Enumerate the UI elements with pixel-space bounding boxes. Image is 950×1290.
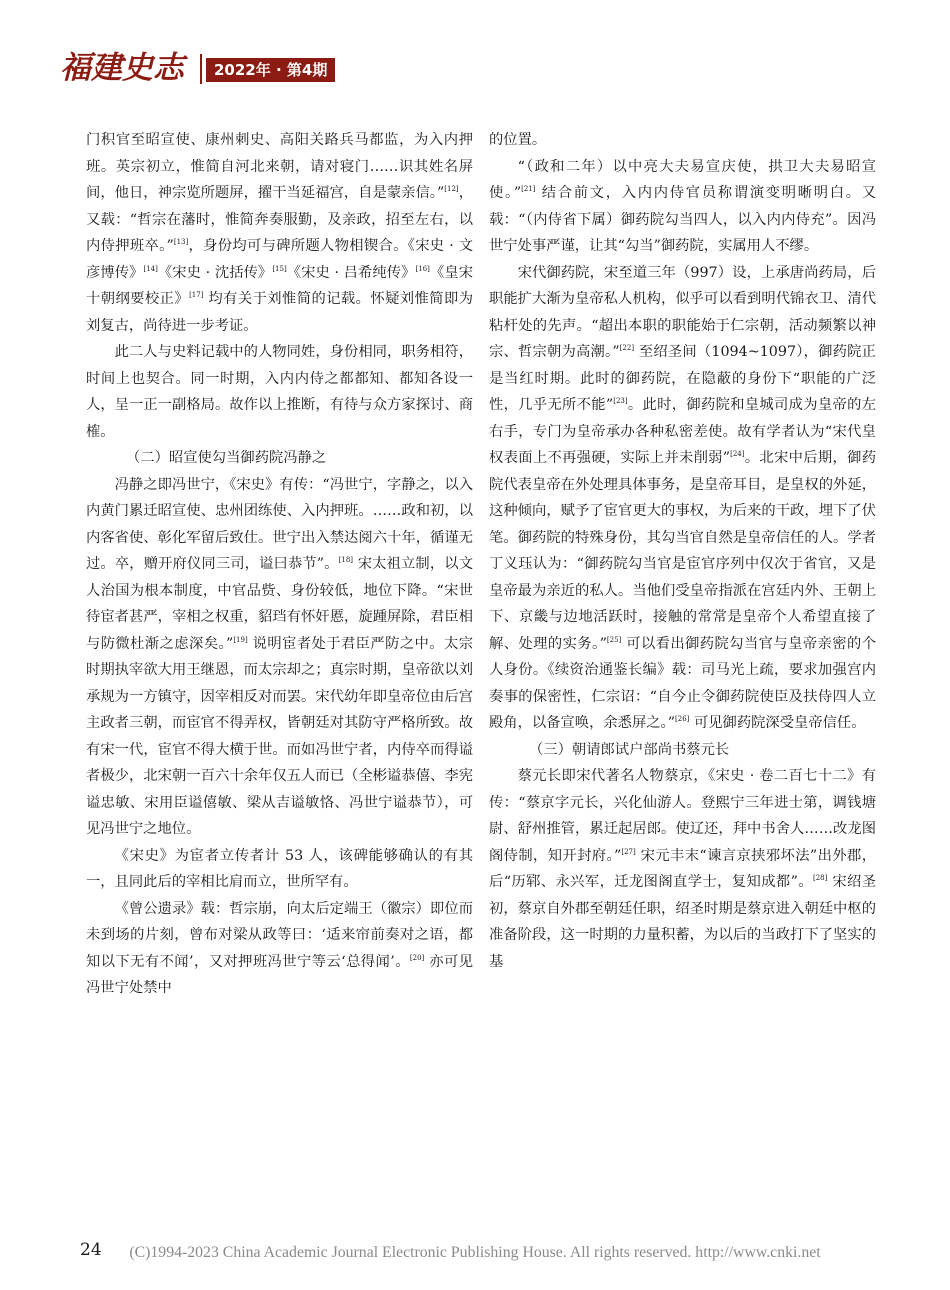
left-column [86, 127, 473, 1002]
text-run: 冯静之即冯世宁，《宋史》有传：“冯世宁，字静之，以入内黄门累迁昭宣使、忠州团练使、入内押班。……政和初，以内客省使、彰化军留后致仕。世宁出入禁达阅六十年，循谨无过。卒，赠开府仪同三司，谥曰恭节”。 [86, 476, 473, 572]
paragraph [86, 472, 473, 843]
text-run: 《宋史 · 沈括传》 [157, 264, 273, 281]
text-run: 结合前文，入内内侍官员称谓演变明晰明白。又载：“（内侍省下属）御药院勾当四人，以入内内侍充”。因冯世宁处事严谨，让其“勾当”御药院，实属用人不缪。 [489, 185, 876, 254]
text-run: 《皇宋十朝纲要校正》 [86, 264, 474, 307]
citation-ref: [16] [415, 264, 430, 273]
text-run: 。此时，御药院和皇城司成为皇帝的左右手，专门为皇帝承办各种私密差使。故有学者认为“宋代皇权表面上不再强硬，实际上并未削弱” [489, 397, 877, 466]
section-heading: （三）朝请郎试户部尚书蔡元长 [529, 741, 730, 758]
text-run: 门积官至昭宣使、康州刺史、高阳关路兵马都监，为入内押班。英宗初立，惟简自河北来朝，请对寝门……识其姓名屏间，他日，神宗览所题屏，擢干当延福宫，自是蒙亲信。” [86, 132, 473, 201]
text-run: ，身份均可与碑所题人物相锲合。《宋史 · 文彦博传》 [86, 238, 473, 281]
text-run: 《曾公遗录》载：哲宗崩，向太后定端王（徽宗）即位而未到场的片刻，曾布对梁从政等曰：‘适来帘前奏对之语，都知以下无有不闻’，又对押班冯世宁等云‘总得闻’。 [86, 900, 473, 970]
text-run: 宋太祖立制，以文人治国为根本制度，中官品赀、身份较低，地位下降。“宋世待宦者甚严，宰相之权重，貂珰有怀奸慝，旋踵屏除，君臣相与防微杜渐之虑深矣。” [86, 556, 473, 652]
paragraph [489, 763, 876, 975]
citation-ref: [22] [619, 344, 635, 352]
text-run: 可见御药院深受皇帝信任。 [689, 715, 866, 731]
citation-ref: [25] [606, 635, 622, 644]
citation-ref: [15] [272, 264, 287, 273]
paragraph [489, 154, 876, 260]
citation-ref: [28] [813, 874, 828, 882]
text-run: 《宋史 · 吕希纯传》 [286, 264, 416, 281]
text-run: ，又载：“哲宗在藩时，惟简奔奏服勤，及亲政，招至左右，以内侍押班卒。” [86, 185, 473, 254]
text-run: 的位置。 [489, 132, 547, 148]
masthead-divider [200, 54, 202, 84]
citation-ref: [26] [675, 715, 690, 723]
text-run: 《宋史》为宦者立传者计 53 人，该碑能够确认的有其一，且同此后的宰相比肩而立，世所罕有。 [86, 847, 473, 890]
paragraph [86, 843, 473, 896]
paragraph [489, 260, 876, 737]
citation-ref: [13] [173, 238, 189, 246]
citation-ref: [27] [621, 847, 636, 856]
citation-ref: [17] [189, 291, 204, 299]
citation-ref: [20] [409, 953, 425, 962]
masthead [60, 50, 920, 86]
paragraph [489, 127, 876, 154]
text-run: 均有关于刘惟简的记载。怀疑刘惟简即为刘复古，尚待进一步考证。 [86, 291, 473, 334]
issue-label: 2022年 · 第4期 [206, 58, 335, 82]
copyright-notice: (C)1994-2023 China Academic Journal Electronic Publishing House. All rights reserved. http://www.cnki.net [129, 1244, 821, 1261]
citation-ref: [18] [338, 556, 354, 564]
section-heading: （二）昭宣使勾当御药院冯静之 [126, 450, 327, 466]
text-run: 亦可见冯世宁处禁中 [86, 953, 473, 996]
text-run: 可以看出御药院勾当官与皇帝亲密的个人身份。《续资治通鉴长编》载：司马光上疏，要求加强宫内奏事的保密性，仁宗诏：“自今止令御药院使臣及扶侍四人立殿角，以备宣唤，余悉屏之。” [489, 635, 876, 731]
citation-ref: [14] [143, 264, 158, 273]
text-run: 至绍圣间（1094~1097），御药院正是当红时期。此时的御药院，在隐蔽的身份下“职能的广泛性，几乎无所不能” [489, 344, 876, 413]
text-run: 此二人与史料记载中的人物同姓，身份相同，职务相符，时间上也契合。同一时期，入内内侍之都都知、都知各设一人，呈一正一副格局。故作以上推断，有待与众方家探讨、商榷。 [86, 344, 473, 440]
text-run: 宋绍圣初，蔡京自外郡至朝廷任职，绍圣时期是蔡京进入朝廷中枢的准备阶段，这一时期的力量积蓄，为以后的当政打下了坚实的基 [489, 874, 877, 970]
citation-ref: [24] [730, 450, 745, 458]
right-column [489, 127, 876, 975]
paragraph [86, 339, 473, 445]
citation-ref: [19] [233, 635, 248, 644]
paragraph [86, 896, 473, 1002]
citation-ref: [12] [444, 185, 459, 193]
citation-ref: [23] [613, 397, 628, 405]
paragraph [86, 127, 473, 339]
text-run: 宋元丰末“谏言京挟邪坏法”出外郡，后“历郓、永兴军，迁龙图阁直学士，复知成都”。 [489, 847, 876, 890]
text-run: “（政和二年）以中亮大夫易宣庆使，拱卫大夫易昭宣使。” [489, 158, 876, 201]
text-run: 蔡元长即宋代著名人物蔡京，《宋史 · 卷二百七十二》有传：“蔡京字元长，兴化仙游人。登熙宁三年进士第，调钱塘尉、舒州推管，累迁起居郎。使辽还，拜中书舍人……改龙图阁侍制，知开封府。” [489, 768, 876, 864]
text-run: 。北宋中后期，御药院代表皇帝在外处理具体事务，是皇帝耳目，是皇权的外延，这种倾向，赋予了宦官更大的事权，为后来的干政，埋下了伏笔。御药院的特殊身份，其勾当官自然是皇帝信任的人。学者丁义珏认为：“御药院勾当官是宦官序列中仅次于省官，又是皇帝最为亲近的私人。当他们受皇帝指派在宫廷内外、王朝上下、京畿与边地活跃时，接触的常常是皇帝个人希望直接了解、处理的实务。” [489, 450, 876, 652]
page-number: 24 [80, 1240, 102, 1260]
citation-ref: [21] [521, 185, 536, 193]
text-run: 说明宦者处于君臣严防之中。太宗时期执宰欲大用王继恩，而太宗却之；真宗时期，皇帝欲以刘承规为一方镇守，因宰相反对而罢。宋代幼年即皇帝位由后宫主政者三朝，而宦官不得弄权，皆朝廷对其防守严格所致。故有宋一代，宦官不得大横于世。而如冯世宁者，内侍卒而得谥者极少，北宋朝一百六十余年仅五人而已（全彬谥恭僖、李宪谥忠敏、宋用臣谥僖敏、梁从吉谥敏恪、冯世宁谥恭节），可见冯世宁之地位。 [86, 635, 473, 837]
journal-logo: 福建史志 [60, 50, 184, 86]
text-run: 宋代御药院，宋至道三年（997）设，上承唐尚药局，后职能扩大渐为皇帝私人机构，似乎可以看到明代锦衣卫、清代粘杆处的先声。“超出本职的职能始于仁宗朝，活动频繁以神宗、哲宗朝为高潮。” [489, 264, 876, 360]
